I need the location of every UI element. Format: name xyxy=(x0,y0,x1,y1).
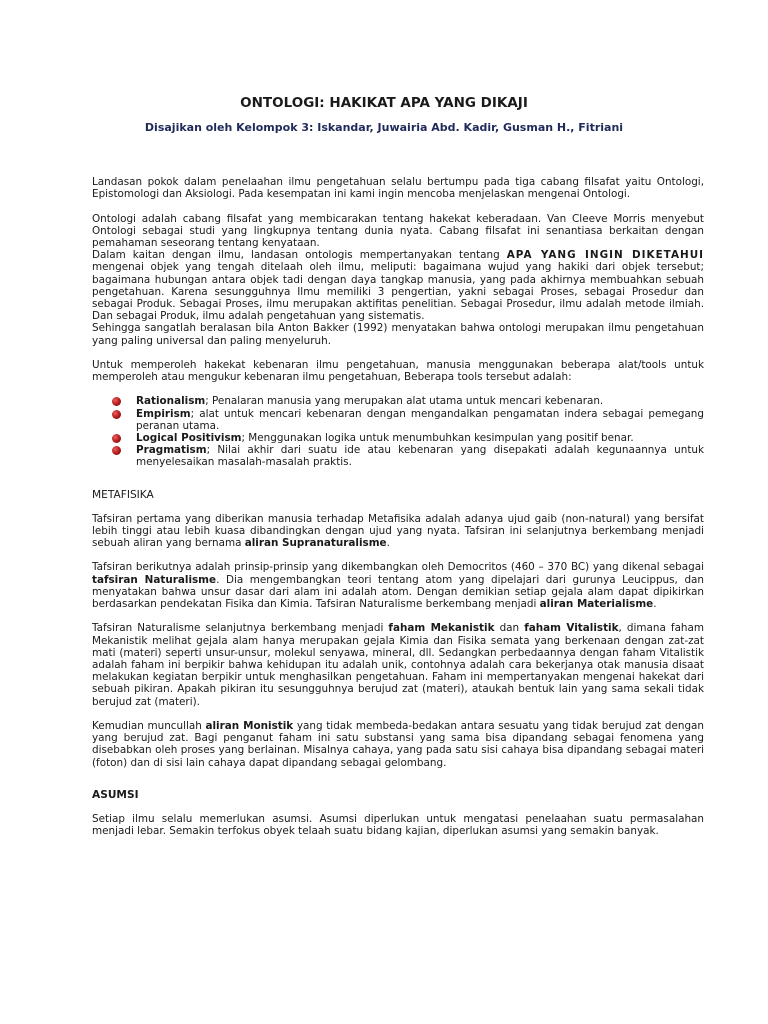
list-item: Pragmatism; Nilai akhir dari suatu ide atau kebenaran yang disepakati adalah kegunaannya untuk menyelesaikan masalah-masalah praktis. xyxy=(136,444,704,468)
document-subtitle: Disajikan oleh Kelompok 3: Iskandar, Juwairia Abd. Kadir, Gusman H., Fitriani xyxy=(144,121,624,134)
section-heading-asumsi: ASUMSI xyxy=(92,788,139,801)
tools-list xyxy=(92,395,704,468)
list-item: Rationalism; Penalaran manusia yang merupakan alat utama untuk mencari kebenaran. xyxy=(136,395,704,407)
paragraph-anton-bakker: Sehingga sangatlah beralasan bila Anton Bakker (1992) menyatakan bahwa ontologi merupakan ilmu pengetahuan yang paling universal dan paling menyeluruh. xyxy=(92,322,704,347)
list-item: Empirism; alat untuk mencari kebenaran dengan mengandalkan pengamatan indera sebagai pemegang peranan utama. xyxy=(136,408,704,432)
section-heading-metafisika: METAFISIKA xyxy=(92,488,154,501)
paragraph-ontologi-definition: Ontologi adalah cabang filsafat yang membicarakan tentang hakekat keberadaan. Van Cleeve Morris menyebut Ontologi sebagai studi yang lingkupnya tentang dunia nyata. Cabang filsafat ini senantiasa berkaitan dengan pemahaman seseorang tentang kenyataan. xyxy=(92,212,704,249)
list-item: Logical Positivism; Menggunakan logika untuk menumbuhkan kesimpulan yang positif benar. xyxy=(136,432,704,444)
bullet-icon xyxy=(112,410,121,419)
bullet-icon xyxy=(112,397,121,406)
paragraph-tools-intro: Untuk memperoleh hakekat kebenaran ilmu pengetahuan, manusia menggunakan beberapa alat/tools untuk memperoleh atau mengukur kebenaran ilmu pengetahuan, Beberapa tools tersebut adalah: xyxy=(92,359,704,384)
paragraph-asumsi-1: Setiap ilmu selalu memerlukan asumsi. Asumsi diperlukan untuk mengatasi penelaahan suatu permasalahan menjadi lebar. Semakin terfokus obyek telaah suatu bidang kajian, diperlukan asumsi yang semakin banyak. xyxy=(92,812,704,838)
bullet-icon xyxy=(112,434,121,443)
paragraph-metafisika-3: Tafsiran Naturalisme selanjutnya berkembang menjadi faham Mekanistik dan faham Vitalistik, dimana faham Mekanistik melihat gejala alam hanya merupakan gejala Kimia dan Fisika semata yang berkenaan dengan zat-zat mati (materi) seperti unsur-unsur, molekul senyawa, mineral, dll. Sedangkan perbedaannya dengan faham Vitalistik adalah faham ini berpikir bahwa kehidupan itu adalah unik, contohnya adalah cara bekerjanya otak manusia disaat melakukan kegiatan berpikir untuk menghasilkan pengetahuan. Faham ini mempertanyakan mengenai hakekat dari sebuah pikiran. Apakah pikiran itu sesungguhnya berujud zat (materi), ataukah bentuk lain yang sama sekali tidak berujud zat (materi). xyxy=(92,622,705,708)
paragraph-ontologi-ilmu: Dalam kaitan dengan ilmu, landasan ontologis mempertanyakan tentang APA YANG INGIN DIKETAHUI mengenai objek yang tengah ditelaah oleh ilmu, meliputi: bagaimana wujud yang hakiki dari objek tersebut; bagaimana hubungan antara objek tadi dengan daya tangkap manusia, yang pada akhirnya membuahkan sebuah pengetahuan. Karena sesungguhnya Ilmu memiliki 3 pengertian, yakni sebagai Proses, sebagai Prosedur dan sebagai Produk. Sebagai Proses, ilmu merupakan aktifitas penelitian. Sebagai Prosedur, ilmu adalah metode ilmiah. Dan sebagai Produk, ilmu adalah pengetahuan yang sistematis. xyxy=(92,249,704,323)
paragraph-metafisika-1: Tafsiran pertama yang diberikan manusia terhadap Metafisika adalah adanya ujud gaib (non-natural) yang bersifat lebih tinggi atau lebih kuasa dibandingkan dengan ujud yang nyata. Tafsiran ini selanjutnya berkembang menjadi sebuah aliran yang bernama aliran Supranaturalisme. xyxy=(92,512,704,550)
highlight-apa-yang-ingin-diketahui: APA YANG INGIN DIKETAHUI xyxy=(506,249,704,262)
paragraph-metafisika-2: Tafsiran berikutnya adalah prinsip-prinsip yang dikembangkan oleh Democritos (460 – 370 BC) yang dikenal sebagai tafsiran Naturalisme. Dia mengembangkan teori tentang atom yang dipelajari dari gurunya Leucippus, dan menyatakan bahwa unsur dasar dari alam ini adalah atom. Dengan demikian setiap gejala alam dapat dipikirkan berdasarkan pendekatan Fisika dan Kimia. Tafsiran Naturalisme berkembang menjadi aliran Materialisme. xyxy=(92,561,704,611)
bullet-icon xyxy=(112,446,121,455)
paragraph-metafisika-4: Kemudian muncullah aliran Monistik yang tidak membeda-bedakan antara sesuatu yang tidak berujud zat dengan yang berujud zat. Bagi penganut faham ini satu substansi yang sama bisa dipandang sebagai fenomena yang disebabkan oleh proses yang berlainan. Misalnya cahaya, yang pada satu sisi cahaya bisa dipandang sebagai materi (foton) dan di sisi lain cahaya dapat dipandang sebagai gelombang. xyxy=(92,720,704,769)
document-title: ONTOLOGI: HAKIKAT APA YANG DIKAJI xyxy=(240,95,528,111)
paragraph-intro: Landasan pokok dalam penelaahan ilmu pengetahuan selalu bertumpu pada tiga cabang filsafat yaitu Ontologi, Epistomologi dan Aksiologi. Pada kesempatan ini kami ingin mencoba menjelaskan mengenai Ontologi. xyxy=(92,176,704,201)
document-body xyxy=(92,176,704,849)
